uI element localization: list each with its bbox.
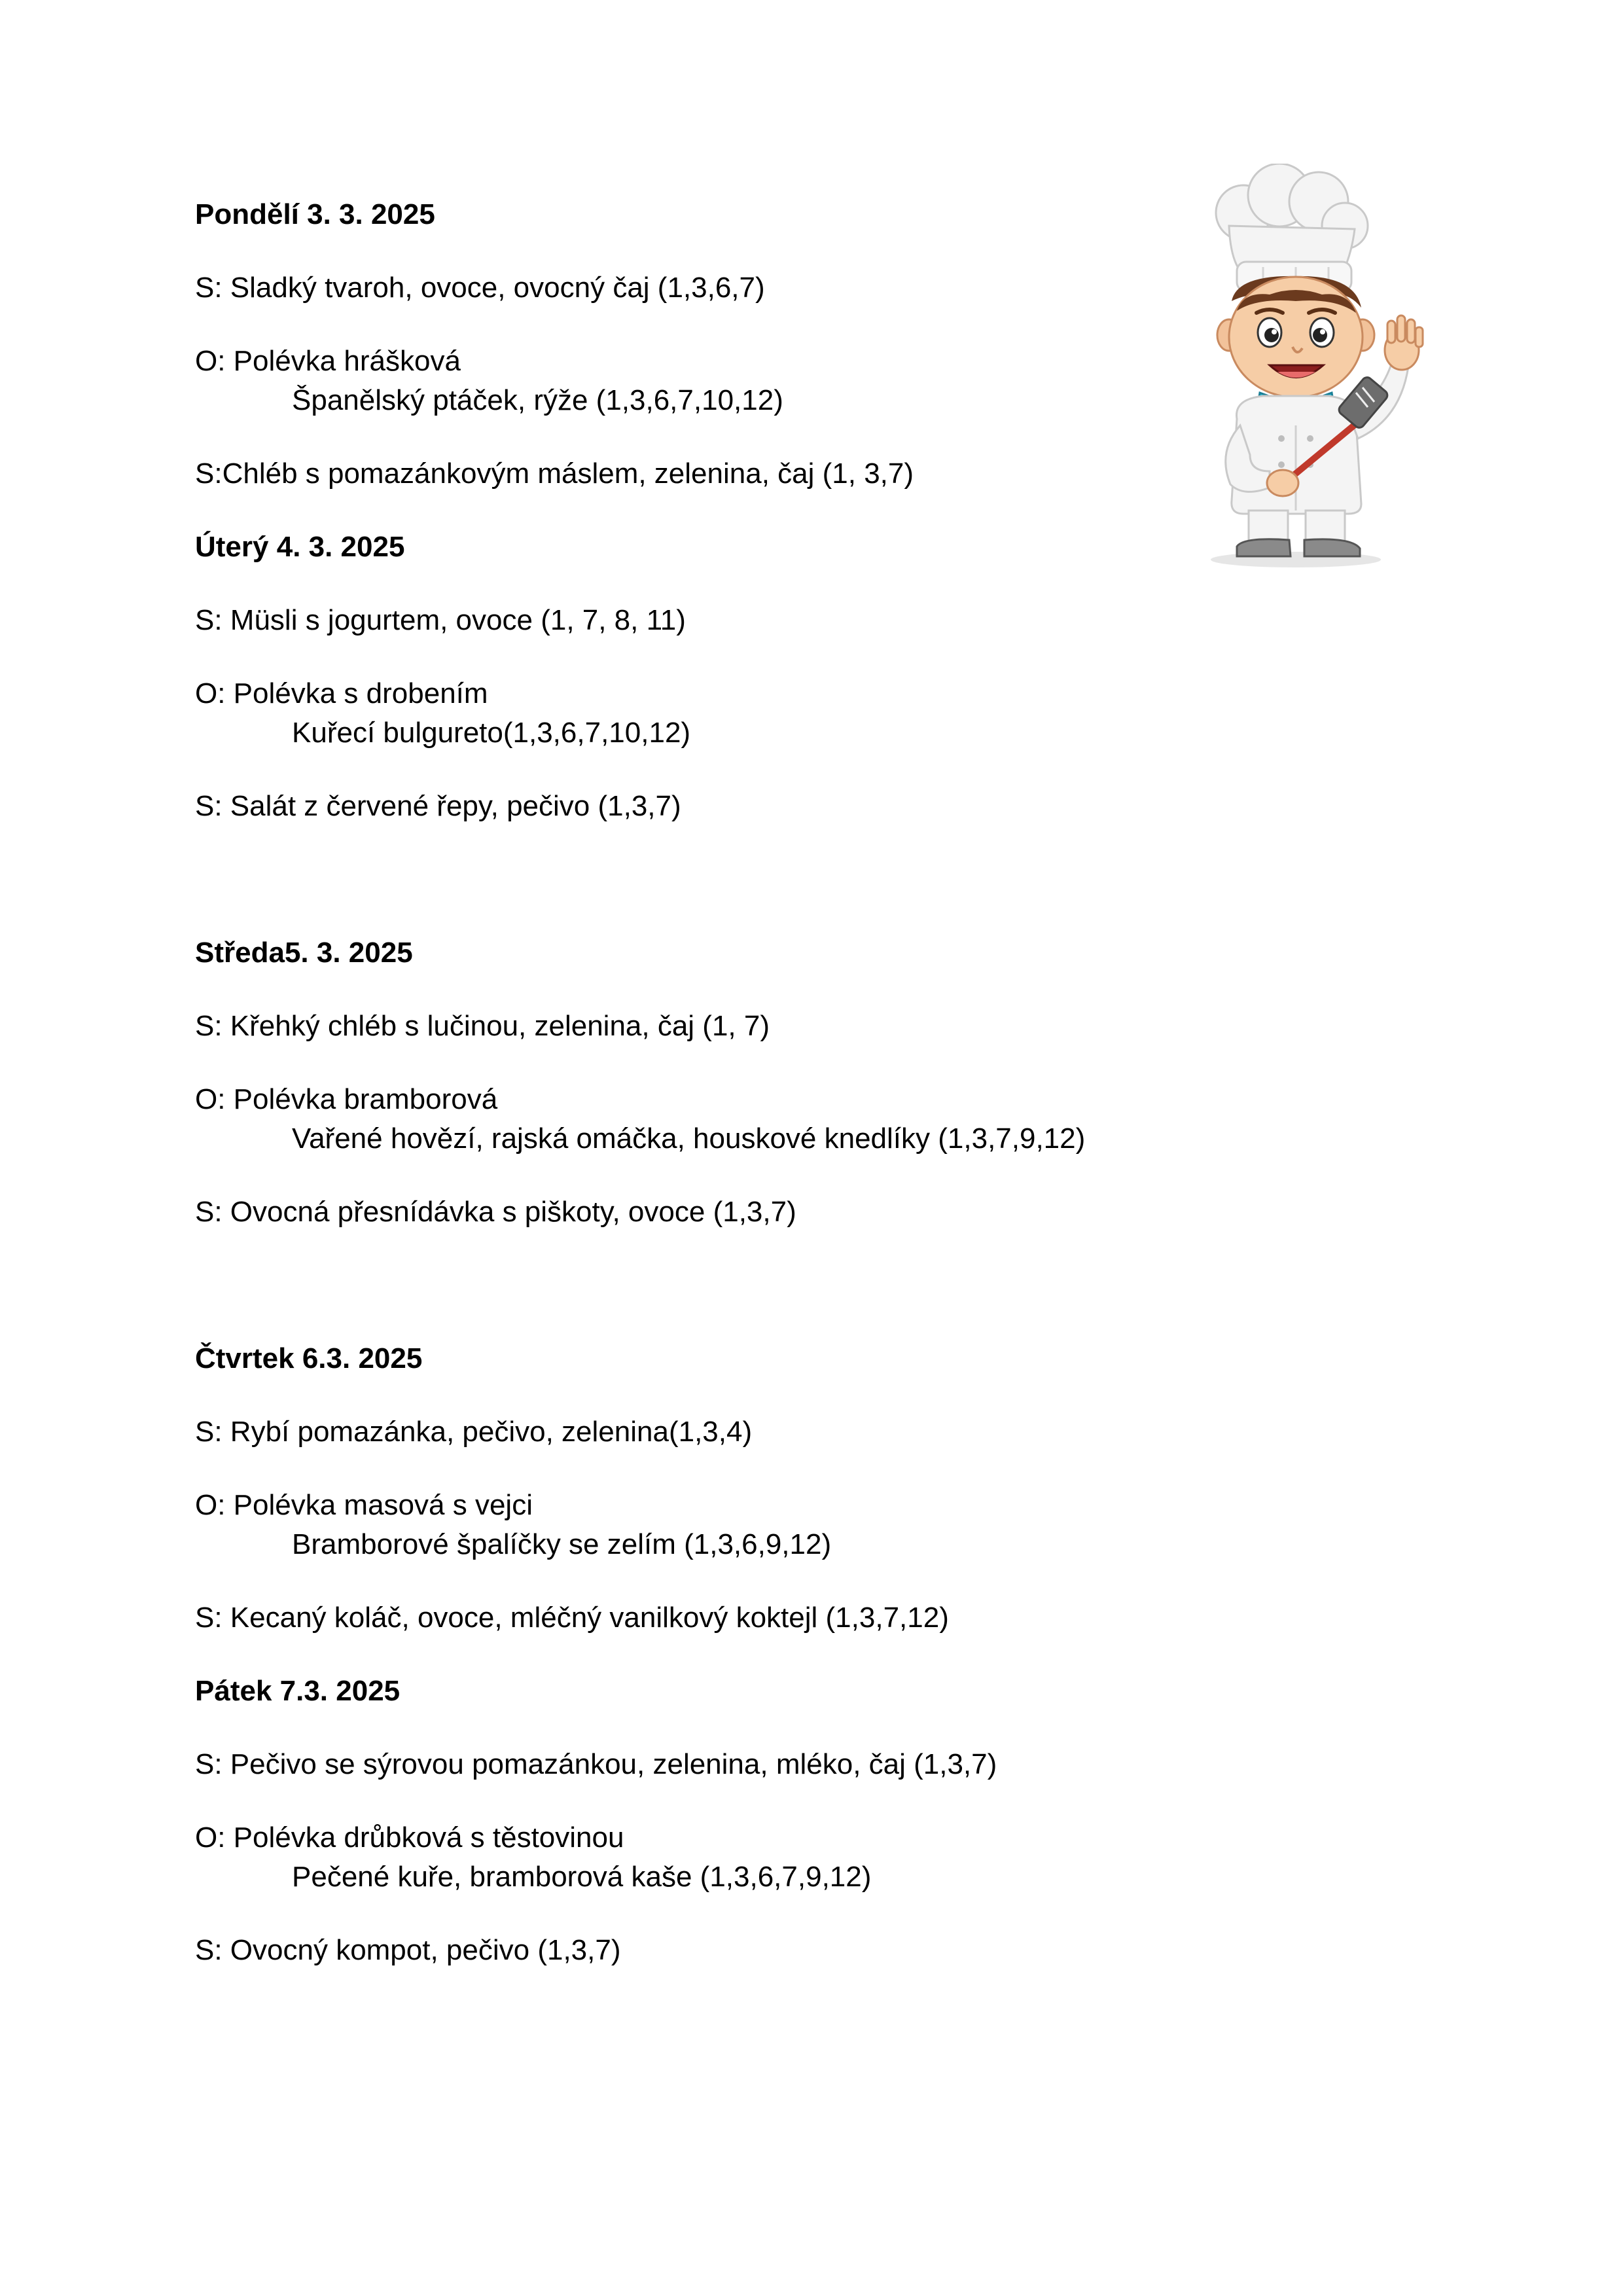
day-heading-friday: Pátek 7.3. 2025 [195, 1675, 401, 1707]
day-heading-thursday: Čtvrtek 6.3. 2025 [195, 1342, 423, 1374]
tuesday-lunch-main: Kuřecí bulgureto(1,3,6,7,10,12) [292, 717, 691, 749]
thursday-lunch-main: Bramborové špalíčky se zelím (1,3,6,9,12) [292, 1528, 832, 1560]
tuesday-afternoon-snack: S: Salát z červené řepy, pečivo (1,3,7) [195, 790, 681, 822]
monday-morning-snack: S: Sladký tvaroh, ovoce, ovocný čaj (1,3,6,7) [195, 272, 765, 304]
wednesday-lunch-main: Vařené hovězí, rajská omáčka, houskové knedlíky (1,3,7,9,12) [292, 1122, 1086, 1155]
thursday-afternoon-snack: S: Kecaný koláč, ovoce, mléčný vanilkový koktejl (1,3,7,12) [195, 1602, 949, 1634]
day-heading-monday: Pondělí 3. 3. 2025 [195, 198, 435, 230]
friday-lunch-soup: O: Polévka drůbková s těstovinou [195, 1821, 624, 1854]
monday-lunch-soup: O: Polévka hrášková [195, 345, 461, 377]
day-heading-tuesday: Úterý 4. 3. 2025 [195, 531, 405, 563]
chef-illustration-icon [1171, 164, 1427, 569]
friday-afternoon-snack: S: Ovocný kompot, pečivo (1,3,7) [195, 1934, 621, 1966]
wednesday-morning-snack: S: Křehký chléb s lučinou, zelenina, čaj (1, 7) [195, 1010, 770, 1042]
thursday-morning-snack: S: Rybí pomazánka, pečivo, zelenina(1,3,4) [195, 1416, 753, 1448]
monday-lunch-main: Španělský ptáček, rýže (1,3,6,7,10,12) [292, 384, 783, 416]
tuesday-morning-snack: S: Müsli s jogurtem, ovoce (1, 7, 8, 11) [195, 604, 686, 636]
friday-morning-snack: S: Pečivo se sýrovou pomazánkou, zelenina, mléko, čaj (1,3,7) [195, 1748, 997, 1780]
friday-lunch-main: Pečené kuře, bramborová kaše (1,3,6,7,9,12) [292, 1861, 872, 1893]
wednesday-lunch-soup: O: Polévka bramborová [195, 1083, 498, 1115]
wednesday-afternoon-snack: S: Ovocná přesnídávka s piškoty, ovoce (1,3,7) [195, 1196, 796, 1228]
day-heading-wednesday: Středa5. 3. 2025 [195, 937, 413, 969]
tuesday-lunch-soup: O: Polévka s drobením [195, 677, 488, 709]
monday-afternoon-snack: S:Chléb s pomazánkovým máslem, zelenina, čaj (1, 3,7) [195, 457, 914, 490]
thursday-lunch-soup: O: Polévka masová s vejci [195, 1489, 533, 1521]
